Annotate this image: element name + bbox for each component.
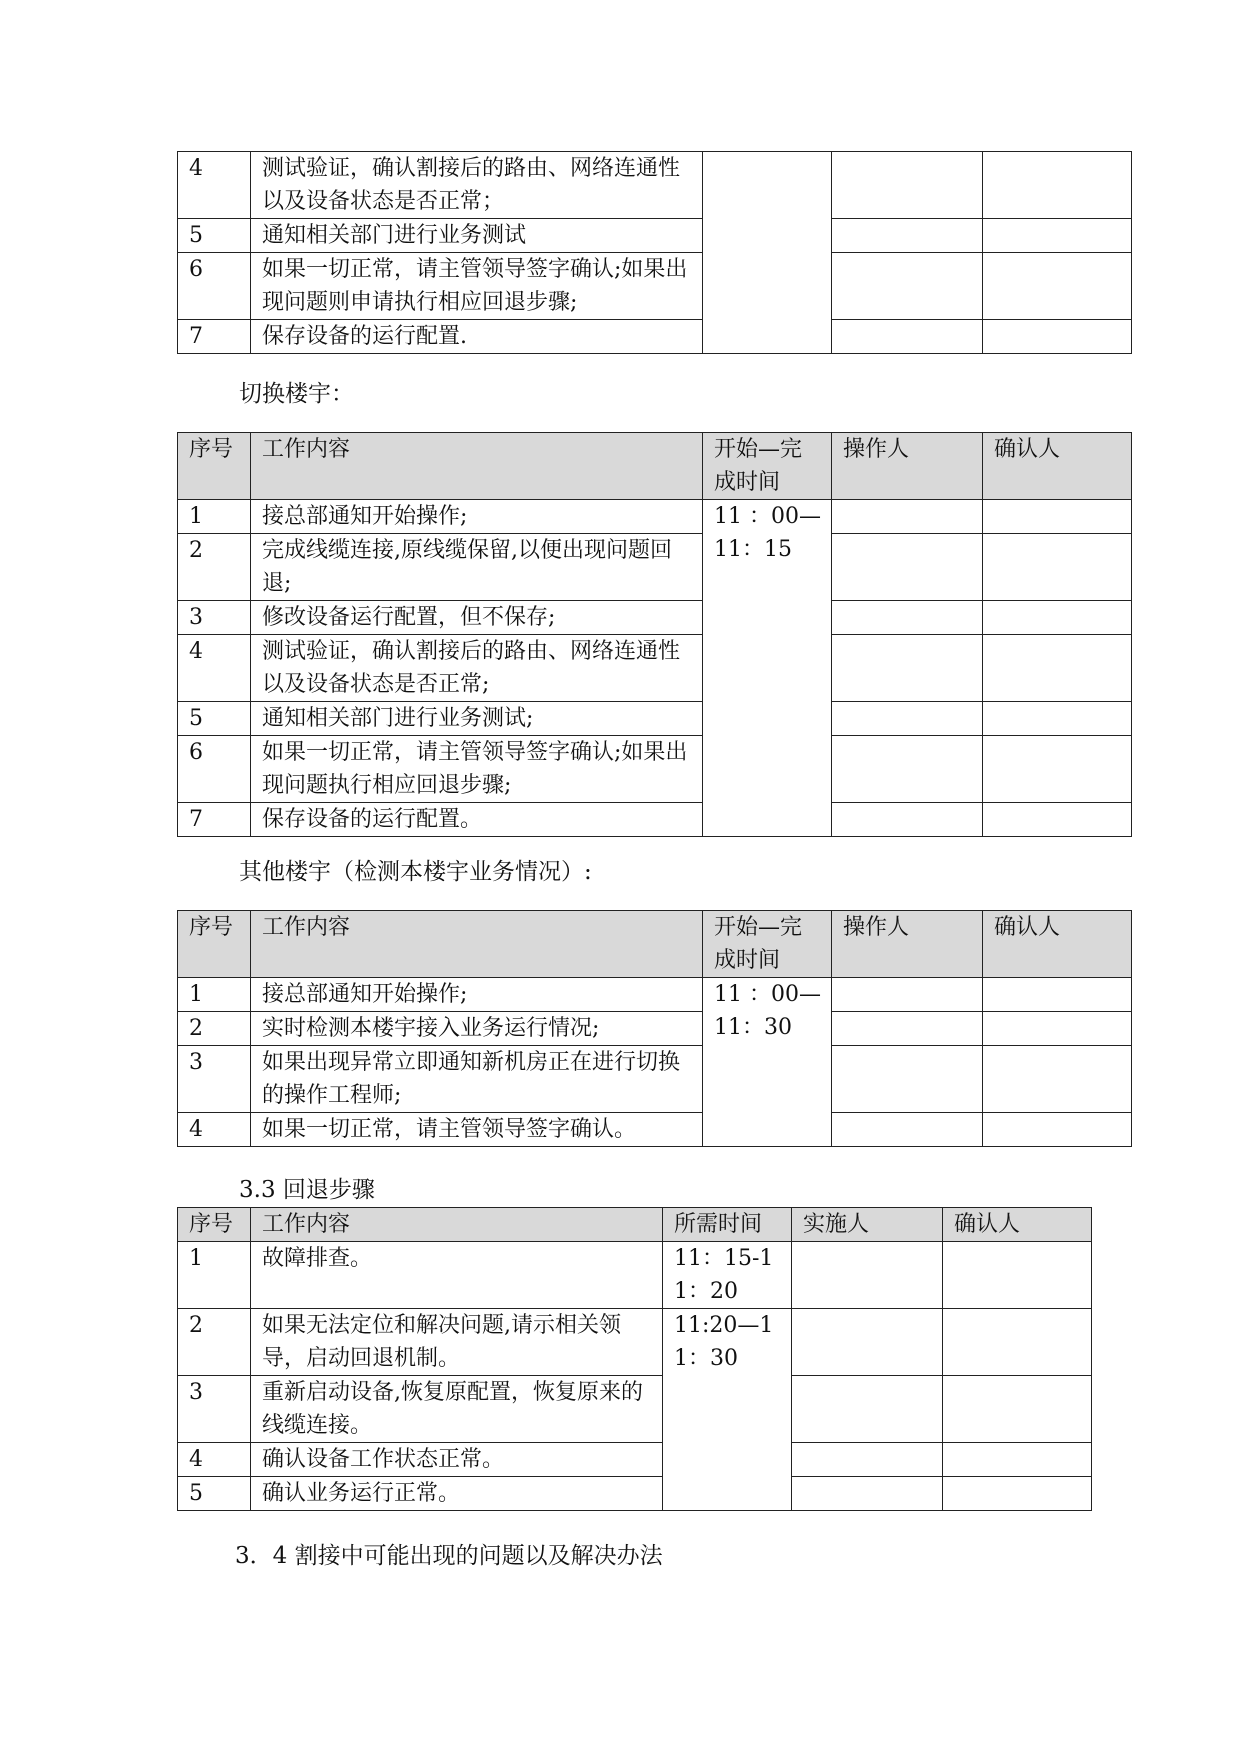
confirmer-cell <box>983 219 1132 253</box>
table-row <box>178 1309 1092 1376</box>
confirmer-cell <box>983 803 1132 837</box>
table-row <box>178 1477 1092 1511</box>
operator-cell <box>792 1376 943 1443</box>
row-content: 重新启动设备,恢复原配置，恢复原来的线缆连接。 <box>251 1376 663 1443</box>
operator-cell <box>832 534 983 601</box>
table-row <box>178 978 1132 1012</box>
row-content: 故障排查。 <box>251 1242 663 1309</box>
table-row <box>178 736 1132 803</box>
row-content: 接总部通知开始操作; <box>251 500 703 534</box>
row-number: 3 <box>178 601 251 635</box>
table-row <box>178 500 1132 534</box>
operator-cell <box>832 803 983 837</box>
operator-cell <box>792 1443 943 1477</box>
other-buildings-table <box>177 910 1132 1147</box>
header-content: 工作内容 <box>251 1208 663 1242</box>
header-time: 开始—完成时间 <box>703 433 832 500</box>
row-content: 修改设备运行配置，但不保存; <box>251 601 703 635</box>
confirmer-cell <box>983 1046 1132 1113</box>
confirmer-cell <box>983 601 1132 635</box>
row-content: 如果一切正常，请主管领导签字确认。 <box>251 1113 703 1147</box>
row-number: 4 <box>178 152 251 219</box>
confirmer-cell <box>983 253 1132 320</box>
switch-building-heading: 切换楼宇： <box>239 381 354 407</box>
row-number: 6 <box>178 253 251 320</box>
row-content: 接总部通知开始操作; <box>251 978 703 1012</box>
operator-cell <box>832 320 983 354</box>
row-number: 5 <box>178 1477 251 1511</box>
row-number: 4 <box>178 1113 251 1147</box>
row-content: 保存设备的运行配置. <box>251 320 703 354</box>
row-number: 2 <box>178 1309 251 1376</box>
rollback-table <box>177 1207 1092 1511</box>
operator-cell <box>832 702 983 736</box>
table-row <box>178 635 1132 702</box>
row-content: 实时检测本楼宇接入业务运行情况; <box>251 1012 703 1046</box>
table-row <box>178 803 1132 837</box>
table-row <box>178 1242 1092 1309</box>
confirmer-cell <box>983 1113 1132 1147</box>
table-row <box>178 601 1132 635</box>
operator-cell <box>832 1012 983 1046</box>
time-cell <box>703 152 832 354</box>
row-number: 4 <box>178 1443 251 1477</box>
row-number: 1 <box>178 978 251 1012</box>
header-operator: 实施人 <box>792 1208 943 1242</box>
confirmer-cell <box>943 1376 1092 1443</box>
row-number: 3 <box>178 1376 251 1443</box>
operator-cell <box>832 635 983 702</box>
confirmer-cell <box>983 500 1132 534</box>
header-confirmer: 确认人 <box>943 1208 1092 1242</box>
operator-cell <box>832 1113 983 1147</box>
operator-cell <box>832 219 983 253</box>
table-row <box>178 1443 1092 1477</box>
row-number: 2 <box>178 1012 251 1046</box>
row-content: 确认设备工作状态正常。 <box>251 1443 663 1477</box>
operator-cell <box>832 253 983 320</box>
table-header-row <box>178 433 1132 500</box>
header-no: 序号 <box>178 911 251 978</box>
row-number: 3 <box>178 1046 251 1113</box>
operator-cell <box>792 1242 943 1309</box>
row-content: 保存设备的运行配置。 <box>251 803 703 837</box>
row-content: 完成线缆连接,原线缆保留,以便出现问题回退; <box>251 534 703 601</box>
row-number: 5 <box>178 702 251 736</box>
operator-cell <box>792 1477 943 1511</box>
header-content: 工作内容 <box>251 433 703 500</box>
table-continued <box>177 151 1132 354</box>
row-content: 通知相关部门进行业务测试 <box>251 219 703 253</box>
table-row <box>178 1113 1132 1147</box>
confirmer-cell <box>943 1309 1092 1376</box>
row-number: 5 <box>178 219 251 253</box>
time-range: 11 ：00—11：15 <box>703 500 832 837</box>
table-row <box>178 320 1132 354</box>
row-content: 如果一切正常，请主管领导签字确认;如果出现问题则申请执行相应回退步骤; <box>251 253 703 320</box>
row-content: 测试验证，确认割接后的路由、网络连通性以及设备状态是否正常; <box>251 635 703 702</box>
header-confirmer: 确认人 <box>983 911 1132 978</box>
row-number: 7 <box>178 803 251 837</box>
row-content: 通知相关部门进行业务测试; <box>251 702 703 736</box>
table-row <box>178 1376 1092 1443</box>
table-row <box>178 702 1132 736</box>
other-buildings-heading: 其他楼宇（检测本楼宇业务情况）: <box>239 859 592 885</box>
confirmer-cell <box>983 1012 1132 1046</box>
row-content: 如果无法定位和解决问题,请示相关领导，启动回退机制。 <box>251 1309 663 1376</box>
header-content: 工作内容 <box>251 911 703 978</box>
issues-heading: 3．4 割接中可能出现的问题以及解决办法 <box>235 1543 663 1569</box>
operator-cell <box>832 1046 983 1113</box>
operator-cell <box>832 500 983 534</box>
operator-cell <box>832 736 983 803</box>
row-content: 确认业务运行正常。 <box>251 1477 663 1511</box>
confirmer-cell <box>983 320 1132 354</box>
operator-cell <box>832 152 983 219</box>
row-content: 如果一切正常，请主管领导签字确认;如果出现问题执行相应回退步骤; <box>251 736 703 803</box>
time-range: 11：15-11：20 <box>663 1242 792 1309</box>
confirmer-cell <box>983 635 1132 702</box>
row-number: 4 <box>178 635 251 702</box>
confirmer-cell <box>983 978 1132 1012</box>
header-operator: 操作人 <box>832 911 983 978</box>
rollback-heading: 3.3 回退步骤 <box>239 1177 375 1203</box>
confirmer-cell <box>983 702 1132 736</box>
confirmer-cell <box>943 1477 1092 1511</box>
confirmer-cell <box>983 736 1132 803</box>
header-time: 开始—完成时间 <box>703 911 832 978</box>
confirmer-cell <box>983 152 1132 219</box>
table-row <box>178 1046 1132 1113</box>
header-time: 所需时间 <box>663 1208 792 1242</box>
row-number: 2 <box>178 534 251 601</box>
confirmer-cell <box>943 1443 1092 1477</box>
table-header-row <box>178 911 1132 978</box>
row-number: 1 <box>178 500 251 534</box>
row-content: 如果出现异常立即通知新机房正在进行切换的操作工程师; <box>251 1046 703 1113</box>
confirmer-cell <box>983 534 1132 601</box>
header-operator: 操作人 <box>832 433 983 500</box>
header-no: 序号 <box>178 433 251 500</box>
table-header-row <box>178 1208 1092 1242</box>
operator-cell <box>832 601 983 635</box>
row-number: 1 <box>178 1242 251 1309</box>
time-range: 11:20—11：30 <box>663 1309 792 1511</box>
table-row <box>178 253 1132 320</box>
header-no: 序号 <box>178 1208 251 1242</box>
operator-cell <box>792 1309 943 1376</box>
table-row <box>178 152 1132 219</box>
table-row <box>178 1012 1132 1046</box>
table-row <box>178 534 1132 601</box>
row-number: 7 <box>178 320 251 354</box>
switch-building-table <box>177 432 1132 837</box>
operator-cell <box>832 978 983 1012</box>
header-confirmer: 确认人 <box>983 433 1132 500</box>
confirmer-cell <box>943 1242 1092 1309</box>
row-number: 6 <box>178 736 251 803</box>
table-row <box>178 219 1132 253</box>
time-range: 11 ：00—11：30 <box>703 978 832 1147</box>
row-content: 测试验证，确认割接后的路由、网络连通性以及设备状态是否正常； <box>251 152 703 219</box>
